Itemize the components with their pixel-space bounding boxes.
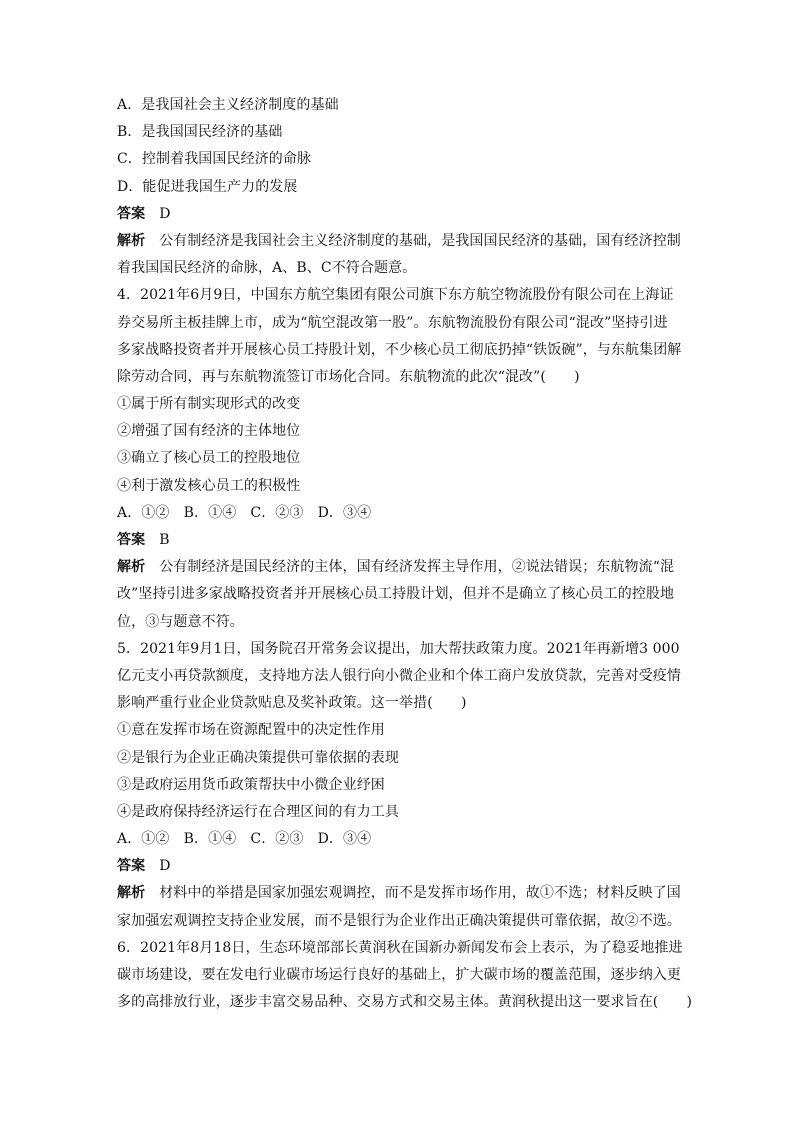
q5-stem-line-1: 5．2021年9月1日，国务院召开常务会议提出，加大帮扶政策力度。2021年再新增3 000 [117,640,680,657]
q3-analysis-line-2: 着我国国民经济的命脉，A、B、C不符合题意。 [117,260,417,277]
analysis-label: 解析 [117,885,146,902]
q5-analysis-line-1 [117,880,682,907]
q5-stem-line-3: 影响严重行业企业贷款贴息及奖补政策。这一举措( ) [117,695,467,712]
q6-stem-line-1: 6．2021年8月18日，生态环境部部长黄润秋在国新办新闻发布会上表示，为了稳妥地推进 [117,939,683,956]
q4-stem-line-4: 除劳动合同，再与东航物流签订市场化合同。东航物流的此次“混改”( ) [117,368,580,385]
answer-value: D [159,858,171,875]
q3-option-d: D．能促进我国生产力的发展 [117,178,298,195]
q3-option-b: B．是我国国民经济的基础 [117,124,283,141]
q4-item-3: ③确立了核心员工的控股地位 [117,450,301,467]
q5-answer [117,853,682,880]
analysis-text: 公有制经济是国民经济的主体，国有经济发挥主导作用，②说法错误；东航物流“混 [159,559,675,576]
q4-analysis-line-1 [117,554,682,581]
q3-answer [117,201,682,228]
answer-label: 答案 [117,205,146,222]
q5-choices: A．①② B．①④ C．②③ D．③④ [117,831,372,848]
q4-item-2: ②增强了国有经济的主体地位 [117,423,301,440]
analysis-text: 公有制经济是我国社会主义经济制度的基础，是我国国民经济的基础，国有经济控制 [159,232,681,249]
analysis-text: 材料中的举措是国家加强宏观调控，而不是发挥市场作用，故①不选；材料反映了国 [159,885,681,902]
q4-stem-line-3: 多家战略投资者并开展核心员工持股计划，不少核心员工彻底扔掉“铁饭碗”，与东航集团解 [117,341,682,358]
q4-choices: A．①② B．①④ C．②③ D．③④ [117,504,372,521]
q5-item-2: ②是银行为企业正确决策提供可靠依据的表现 [117,749,399,766]
q4-item-4: ④利于激发核心员工的积极性 [117,477,301,494]
q4-analysis-line-2: 改”坚持引进多家战略投资者并开展核心员工持股计划，但并不是确立了核心员工的控股地 [117,586,675,603]
analysis-label: 解析 [117,232,146,249]
q4-stem-line-1: 4．2021年6月9日，中国东方航空集团有限公司旗下东方航空物流股份有限公司在上海证 [117,287,674,304]
q4-answer [117,527,682,554]
answer-label: 答案 [117,858,146,875]
q4-stem-line-2: 券交易所主板挂牌上市，成为“航空混改第一股”。东航物流股份有限公司“混改”坚持引进 [117,314,668,331]
q3-analysis-line-1 [117,228,682,255]
answer-value: B [159,532,170,548]
q4-item-1: ①属于所有制实现形式的改变 [117,396,301,413]
page-content [117,92,693,1016]
q5-stem-line-2: 亿元支小再贷款额度，支持地方法人银行向小微企业和个体工商户发放贷款，完善对受疫情 [117,667,681,684]
q4-analysis-line-3: 位，③与题意不符。 [117,613,244,630]
q6-stem-line-3: 多的高排放行业，逐步丰富交易品种、交易方式和交易主体。黄润秋提出这一要求旨在( ) [117,994,693,1011]
q6-stem-line-2: 碳市场建设，要在发电行业碳市场运行良好的基础上，扩大碳市场的覆盖范围，逐步纳入更 [117,967,681,983]
q5-item-3: ③是政府运用货币政策帮扶中小微企业纾困 [117,776,385,793]
q5-item-4: ④是政府保持经济运行在合理区间的有力工具 [117,803,399,820]
q5-analysis-line-2: 家加强宏观调控支持企业发展，而不是银行为企业作出正确决策提供可靠依据，故②不选。 [117,912,681,929]
analysis-label: 解析 [117,559,146,576]
answer-label: 答案 [117,532,146,548]
q5-item-1: ①意在发挥市场在资源配置中的决定性作用 [117,722,385,739]
q3-option-a: A．是我国社会主义经济制度的基础 [117,97,339,113]
answer-value: D [159,205,171,222]
q3-option-c: C．控制着我国国民经济的命脉 [117,151,312,168]
